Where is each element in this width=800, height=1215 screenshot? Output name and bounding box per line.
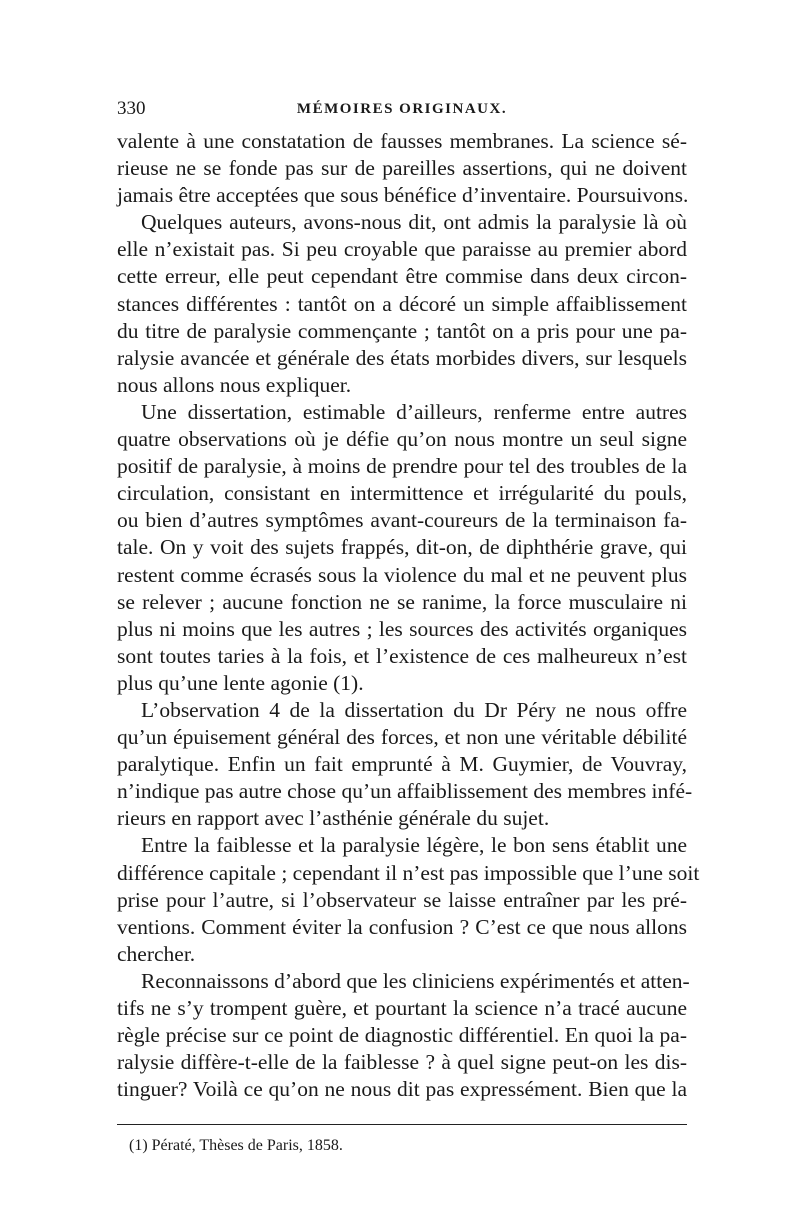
footnote: (1) Pératé, Thèses de Paris, 1858.: [129, 1137, 343, 1154]
text-line: tale. On y voit des sujets frappés, dit-on, de diphthérie grave, qui: [117, 535, 687, 560]
text-line: qu’un épuisement général des forces, et non une véritable débilité: [117, 725, 687, 750]
text-line: ralysie diffère-t-elle de la faiblesse ? à quel signe peut-on les dis-: [117, 1050, 687, 1075]
text-line: stances différentes : tantôt on a décoré un simple affaiblissement: [117, 291, 687, 316]
text-line: quatre observations où je défie qu’on nous montre un seul signe: [117, 427, 687, 452]
running-head: [117, 97, 687, 121]
body-text: [117, 128, 700, 1103]
footnote-rule: [117, 1124, 687, 1125]
text-line: n’indique pas autre chose qu’un affaiblissement des membres infé-: [117, 779, 693, 804]
text-line: Entre la faiblesse et la paralysie légère, le bon sens établit une: [141, 833, 687, 858]
text-line: Reconnaissons d’abord que les cliniciens expérimentés et atten-: [141, 968, 690, 993]
text-line: tinguer? Voilà ce qu’on ne nous dit pas expressément. Bien que la: [117, 1077, 687, 1102]
text-line: paralytique. Enfin un fait emprunté à M. Guymier, de Vouvray,: [117, 752, 687, 777]
page-number: 330: [117, 98, 146, 119]
text-line: Quelques auteurs, avons-nous dit, ont admis la paralysie là où: [141, 210, 687, 235]
text-line: prise pour l’autre, si l’observateur se laisse entraîner par les pré-: [117, 887, 687, 912]
running-title: MÉMOIRES ORIGINAUX.: [296, 101, 508, 117]
text-line: règle précise sur ce point de diagnostic différentiel. En quoi la pa-: [117, 1023, 687, 1048]
text-line: ventions. Comment éviter la confusion ? C’est ce que nous allons: [117, 914, 687, 939]
text-line: se relever ; aucune fonction ne se ranime, la force musculaire ni: [117, 589, 687, 614]
text-line: cette erreur, elle peut cependant être commise dans deux circon-: [117, 264, 687, 289]
text-line: ralysie avancée et générale des états morbides divers, sur lesquels: [117, 345, 687, 370]
text-line: L’observation 4 de la dissertation du Dr Péry ne nous offre: [141, 697, 687, 722]
text-line: chercher.: [117, 941, 196, 966]
text-line: du titre de paralysie commençante ; tantôt on a pris pour une pa-: [117, 318, 687, 343]
text-line: rieurs en rapport avec l’asthénie générale du sujet.: [117, 806, 550, 831]
text-line: jamais être acceptées que sous bénéfice d’inventaire. Poursuivons.: [117, 183, 689, 208]
text-line: plus qu’une lente agonie (1).: [117, 670, 364, 695]
text-line: sont toutes taries à la fois, et l’existence de ces malheureux n’est: [117, 643, 687, 668]
text-line: plus ni moins que les autres ; les sources des activités organiques: [117, 616, 687, 641]
text-line: positif de paralysie, à moins de prendre pour tel des troubles de la: [117, 454, 687, 479]
text-line: restent comme écrasés sous la violence du mal et ne peuvent plus: [117, 562, 687, 587]
text-line: circulation, consistant en intermittence et irrégularité du pouls,: [117, 481, 687, 506]
text-line: nous allons nous expliquer.: [117, 372, 352, 397]
text-line: différence capitale ; cependant il n’est pas impossible que l’une soit: [117, 860, 700, 885]
text-line: valente à une constatation de fausses membranes. La science sé-: [117, 129, 687, 153]
text-line: tifs ne s’y trompent guère, et pourtant la science n’a tracé aucune: [117, 996, 687, 1020]
text-line: ou bien d’autres symptômes avant-coureurs de la terminaison fa-: [117, 508, 687, 533]
text-line: elle n’existait pas. Si peu croyable que paraisse au premier abord: [117, 237, 687, 262]
text-line: Une dissertation, estimable d’ailleurs, renferme entre autres: [141, 399, 687, 424]
text-line: rieuse ne se fonde pas sur de pareilles assertions, qui ne doivent: [117, 156, 687, 181]
